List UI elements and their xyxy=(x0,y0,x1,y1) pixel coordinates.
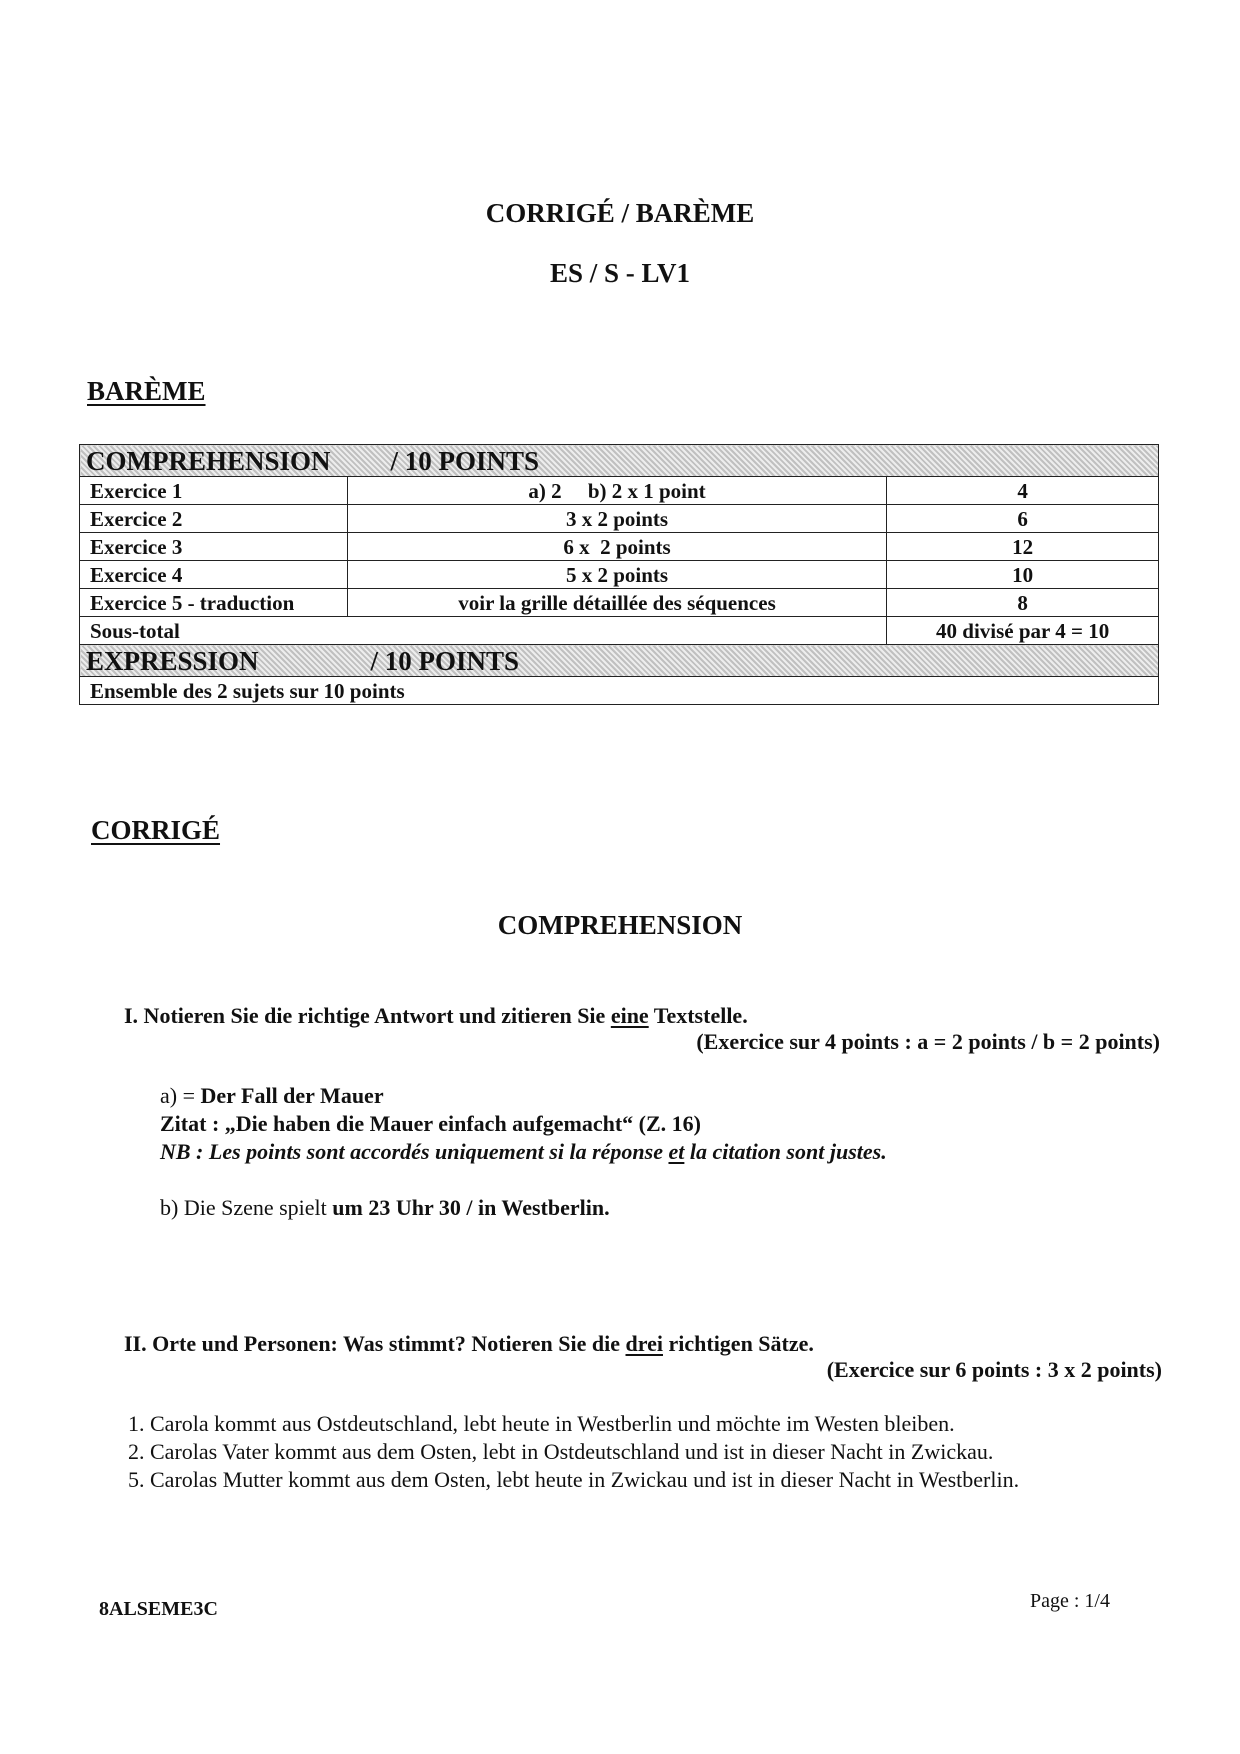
row-points: 8 xyxy=(887,589,1159,617)
q1-b-prefix: b) Die Szene spielt xyxy=(160,1195,333,1220)
table-row xyxy=(80,561,1159,589)
q2-answer-2: 2. Carolas Vater kommt aus dem Osten, lebt in Ostdeutschland und ist in dieser Nacht in Zwickau. xyxy=(128,1439,994,1464)
q2-answer-3: 5. Carolas Mutter kommt aus dem Osten, lebt heute in Zwickau und ist in dieser Nacht in Westberlin. xyxy=(128,1467,1020,1492)
expression-label: EXPRESSION xyxy=(86,645,259,676)
q1-a-answer xyxy=(160,1082,384,1110)
q2-answer-1: 1. Carola kommt aus Ostdeutschland, lebt heute in Westberlin und möchte im Westen bleiben. xyxy=(128,1411,955,1436)
table-row xyxy=(80,477,1159,505)
expression-points: / 10 POINTS xyxy=(370,645,520,676)
row-detail: a) 2 b) 2 x 1 point xyxy=(347,477,887,505)
q1-note-text: NB : Les points sont accordés uniquement si la réponse xyxy=(160,1139,669,1164)
q1-instruction xyxy=(124,1002,748,1030)
q1-b-answer xyxy=(160,1194,610,1222)
q2-instruction xyxy=(124,1330,814,1358)
table-row xyxy=(80,505,1159,533)
comprehension-section-row xyxy=(80,445,1159,477)
q1-instruction-emphasis: eine xyxy=(610,1003,649,1028)
q1-instruction-text: I. Notieren Sie die richtige Antwort und zitieren Sie xyxy=(124,1003,611,1028)
expression-detail: Ensemble des 2 sujets sur 10 points xyxy=(80,677,1159,705)
q1-b-text: um 23 Uhr 30 / in Westberlin. xyxy=(332,1195,610,1220)
row-label: Exercice 4 xyxy=(80,561,348,589)
row-label: Exercice 3 xyxy=(80,533,348,561)
row-detail: voir la grille détaillée des séquences xyxy=(347,589,887,617)
q2-instruction-emphasis: drei xyxy=(625,1331,663,1356)
row-points: 10 xyxy=(887,561,1159,589)
row-detail: 5 x 2 points xyxy=(347,561,887,589)
comprehension-title: COMPREHENSION xyxy=(497,910,743,940)
q2-scoring: (Exercice sur 6 points : 3 x 2 points) xyxy=(826,1357,1162,1382)
q1-note xyxy=(160,1138,887,1166)
row-detail: 3 x 2 points xyxy=(347,505,887,533)
q1-note-emphasis: et xyxy=(668,1139,685,1164)
subtotal-row xyxy=(80,617,1159,645)
table-row xyxy=(80,533,1159,561)
row-label: Exercice 1 xyxy=(80,477,348,505)
bareme-heading: BARÈME xyxy=(87,376,206,406)
row-label: Exercice 5 - traduction xyxy=(80,589,348,617)
subtotal-points: 40 divisé par 4 = 10 xyxy=(887,617,1159,645)
q2-instruction-text: II. Orte und Personen: Was stimmt? Notieren Sie die xyxy=(124,1331,626,1356)
page-title: CORRIGÉ / BARÈME xyxy=(485,198,755,228)
table-row xyxy=(80,589,1159,617)
subtotal-label: Sous-total xyxy=(80,617,887,645)
row-points: 4 xyxy=(887,477,1159,505)
row-points: 6 xyxy=(887,505,1159,533)
comprehension-label: COMPREHENSION xyxy=(86,445,331,476)
comprehension-points: / 10 POINTS xyxy=(390,445,540,476)
bareme-table xyxy=(79,444,1159,705)
q1-instruction-end: Textstelle. xyxy=(648,1003,748,1028)
q2-instruction-end: richtigen Sätze. xyxy=(662,1331,814,1356)
q1-scoring: (Exercice sur 4 points : a = 2 points / b = 2 points) xyxy=(696,1029,1160,1054)
page-number: Page : 1/4 xyxy=(1030,1590,1110,1612)
document-code: 8ALSEME3C xyxy=(99,1598,218,1620)
q1-note-end: la citation sont justes. xyxy=(684,1139,887,1164)
page-subtitle: ES / S - LV1 xyxy=(549,258,691,288)
expression-section-row xyxy=(80,645,1159,677)
expression-row xyxy=(80,677,1159,705)
row-points: 12 xyxy=(887,533,1159,561)
q1-a-prefix: a) = xyxy=(160,1083,201,1108)
corrige-heading: CORRIGÉ xyxy=(91,815,221,845)
row-detail: 6 x 2 points xyxy=(347,533,887,561)
q1-zitat: Zitat : „Die haben die Mauer einfach aufgemacht“ (Z. 16) xyxy=(160,1111,701,1136)
row-label: Exercice 2 xyxy=(80,505,348,533)
q1-a-text: Der Fall der Mauer xyxy=(200,1083,384,1108)
